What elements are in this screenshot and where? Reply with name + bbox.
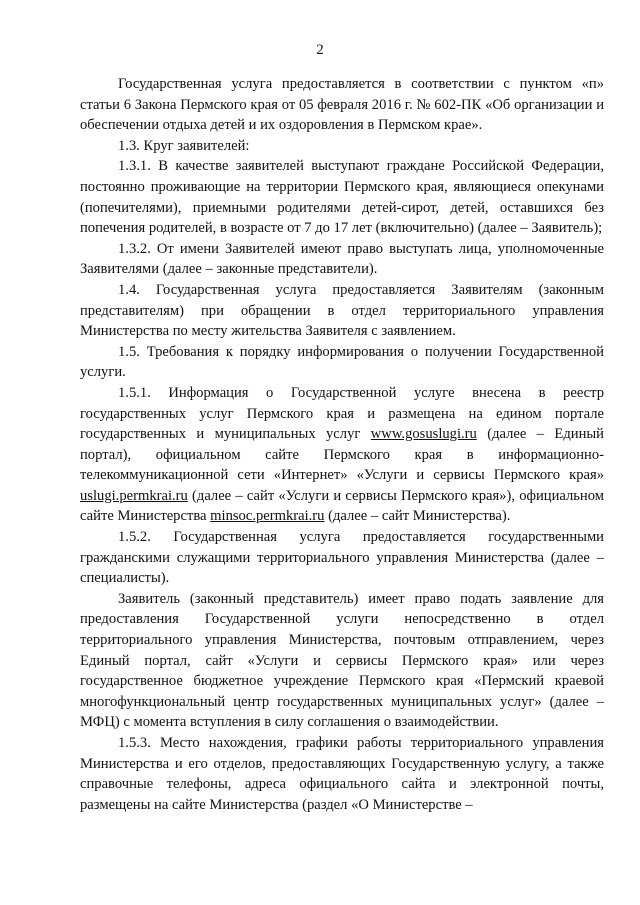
paragraph-text: 1.3.2. От имени Заявителей имеют право выступать лица, уполномоченные Заявителями (далее – законные представители). (80, 240, 604, 278)
paragraph-text: (далее – сайт Министерства). (324, 508, 511, 525)
page-number: 2 (316, 42, 324, 58)
paragraph-text: 1.5. Требования к порядку информирования о получении Государственной услуги. (80, 343, 604, 381)
paragraph-applicant-right (80, 589, 604, 733)
paragraph-text: 1.5.1. Информация о Государственной услуге внесена в реестр государственных услуг Пермского края и размещена на едином портале государственных и муниципальных услуг (80, 384, 604, 443)
paragraph-1-5-1 (80, 383, 604, 527)
document-body (80, 74, 604, 815)
paragraph-text: Государственная услуга предоставляется в соответствии с пунктом «п» статьи 6 Закона Пермского края от 05 февраля 2016 г. № 602-ПК «Об организации и обеспечении отдыха детей и их оздоровления в Пермском крае». (80, 76, 604, 134)
website-link[interactable]: uslugi.permkrai.ru (80, 487, 188, 504)
website-link[interactable]: www.gosuslugi.ru (370, 426, 477, 443)
paragraph-text: 1.5.3. Место нахождения, графики работы территориального управления Министерства и его отделов, предоставляющих Государственную услугу, а также справочные телефоны, адреса официального сайта и электронной почты, размещены на сайте Министерства (раздел «О Министерстве – (80, 735, 604, 813)
paragraph-text: 1.3. Круг заявителей: (118, 137, 250, 154)
paragraph-1-5-2 (80, 527, 604, 589)
paragraph-legal-basis (80, 74, 604, 136)
website-link[interactable]: minsoc.permkrai.ru (210, 508, 325, 525)
paragraph-text: 1.4. Государственная услуга предоставляется Заявителям (законным представителям) при обращении в отдел территориального управления Министерства по месту жительства Заявителя с заявлением. (80, 281, 604, 340)
paragraph-text: Заявитель (законный представитель) имеет право подать заявление для предоставления Государственной услуги непосредственно в отдел территориального управления Министерства, почтовым отправлением, через Единый портал, сайт «Услуги и сервисы Пермского края» или через государственное бюджетное учреждение Пермского края «Пермский краевой многофункциональный центр государственных муниципальных услуг» (далее – МФЦ) с момента вступления в силу соглашения о взаимодействии. (80, 590, 604, 731)
paragraph-text: 1.3.1. В качестве заявителей выступают граждане Российской Федерации, постоянно проживающие на территории Пермского края, являющиеся опекунами (попечителями), приемными родителями детей-сирот, детей, оставшихся без попечения родителей, в возрасте от 7 до 17 лет (включительно) (далее – Заявитель); (80, 158, 604, 237)
paragraph-1-5 (80, 342, 604, 383)
paragraph-1-3-1 (80, 156, 604, 238)
paragraph-text: (далее – Единый портал), официальном сайте Пермского края в информационно-телекоммуникационной сети «Интернет» «Услуги и сервисы Пермского края» (80, 426, 604, 484)
paragraph-text: 1.5.2. Государственная услуга предоставляется государственными гражданскими служащими территориального управления Министерства (далее – специалисты). (80, 529, 604, 587)
paragraph-text: (далее – сайт «Услуги и сервисы Пермского края»), официальном сайте Министерства (80, 487, 604, 525)
paragraph-1-3 (80, 136, 604, 157)
paragraph-1-3-2 (80, 239, 604, 280)
paragraph-1-4 (80, 280, 604, 342)
paragraph-1-5-3 (80, 733, 604, 815)
